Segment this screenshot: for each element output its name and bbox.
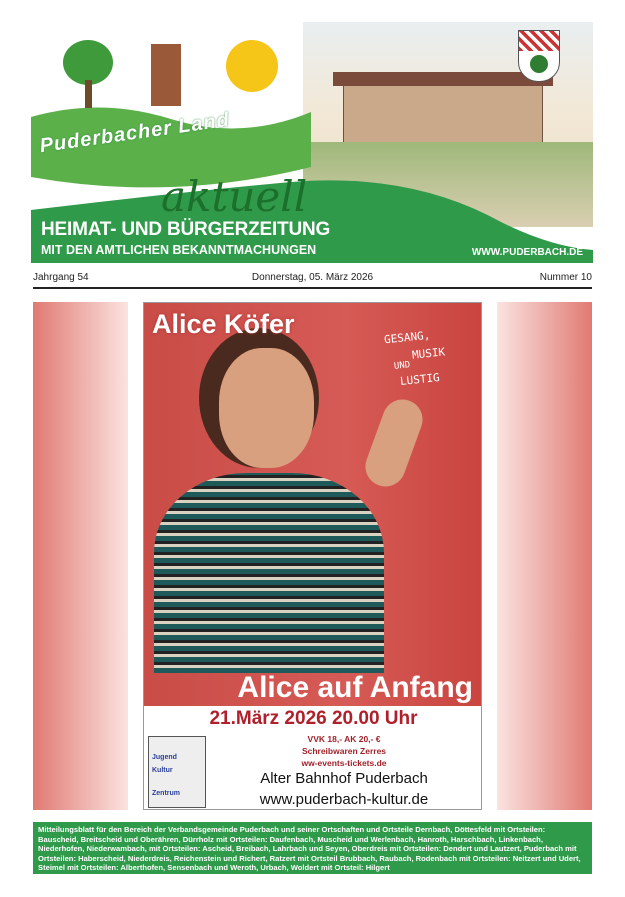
logo-text: Puderbacher Land — [38, 108, 232, 158]
event-datetime: 21.März 2026 20.00 Uhr — [209, 708, 418, 729]
ticket-prices: VVK 18,- AK 20,- € — [307, 734, 381, 744]
venue: Alter Bahnhof Puderbach — [260, 770, 428, 787]
event-poster — [143, 302, 482, 810]
castle-icon — [151, 44, 181, 106]
jukuz-logo: Jugend Kultur Zentrum — [148, 736, 206, 808]
artist-name: Alice Köfer — [152, 309, 295, 339]
tagline-4: LUSTIG — [399, 370, 441, 389]
poster-details — [144, 706, 482, 810]
volume: Jahrgang 54 — [33, 272, 89, 283]
presale-location: Schreibwaren Zerres — [301, 746, 387, 756]
show-title: Alice auf Anfang — [237, 671, 473, 704]
tree-icon — [63, 40, 113, 85]
event-website: www.puderbach-kultur.de — [259, 791, 429, 808]
tagline-1: GESANG, — [383, 328, 431, 347]
artist-photo — [144, 303, 482, 706]
tagline-2: MUSIK — [411, 345, 446, 362]
sun-icon — [226, 40, 278, 92]
issue-date: Donnerstag, 05. März 2026 — [251, 272, 374, 283]
issue-number: Nummer 10 — [539, 272, 592, 283]
newspaper-subtitle: MIT DEN AMTLICHEN BEKANNTMACHUNGEN — [41, 243, 317, 257]
masthead — [31, 22, 593, 263]
divider — [33, 287, 592, 289]
newspaper-title: HEIMAT- UND BÜRGERZEITUNG — [41, 219, 331, 240]
side-gradient-right — [497, 302, 592, 810]
website-link[interactable]: WWW.PUDERBACH.DE — [471, 247, 583, 258]
ticket-website: ww-events-tickets.de — [301, 758, 387, 768]
publication-notice: Mitteilungsblatt für den Bereich der Verbandsgemeinde Puderbach und seiner Ortschaften und Ortsteile Dernbach, Döttesfeld mit Ortsteilen: Bauscheid, Breitscheid und Oberähren, Dürrholz mit Ortsteilen: Daufenbach, Muscheid und Werlenbach, Hanroth, Harschbach, Linkenbach, Niederhofen, Niederwambach, mit Ortsteilen: Ascheid, Breibach, Lahrbach und Seyen, Oberdreis mit Ortsteilen: Dendert und Lautzert, Puderbach mit Ortsteilen: Haberscheid, Niederdreis, Reichenstein und Richert, Ratzert mit Ortsteil Brubbach, Raubach, Rodenbach mit Ortsteilen: Neitzert und Udert, Steimel mit Ortsteilen: Alberthofen, Sensenbach und Weroth, Urbach, Woldert mit Ortsteil: Hilgert — [33, 822, 592, 874]
side-gradient-left — [33, 302, 128, 810]
logo-script: aktuell — [161, 172, 308, 221]
coat-of-arms-icon — [518, 30, 560, 82]
tagline-3: UND — [393, 360, 411, 372]
